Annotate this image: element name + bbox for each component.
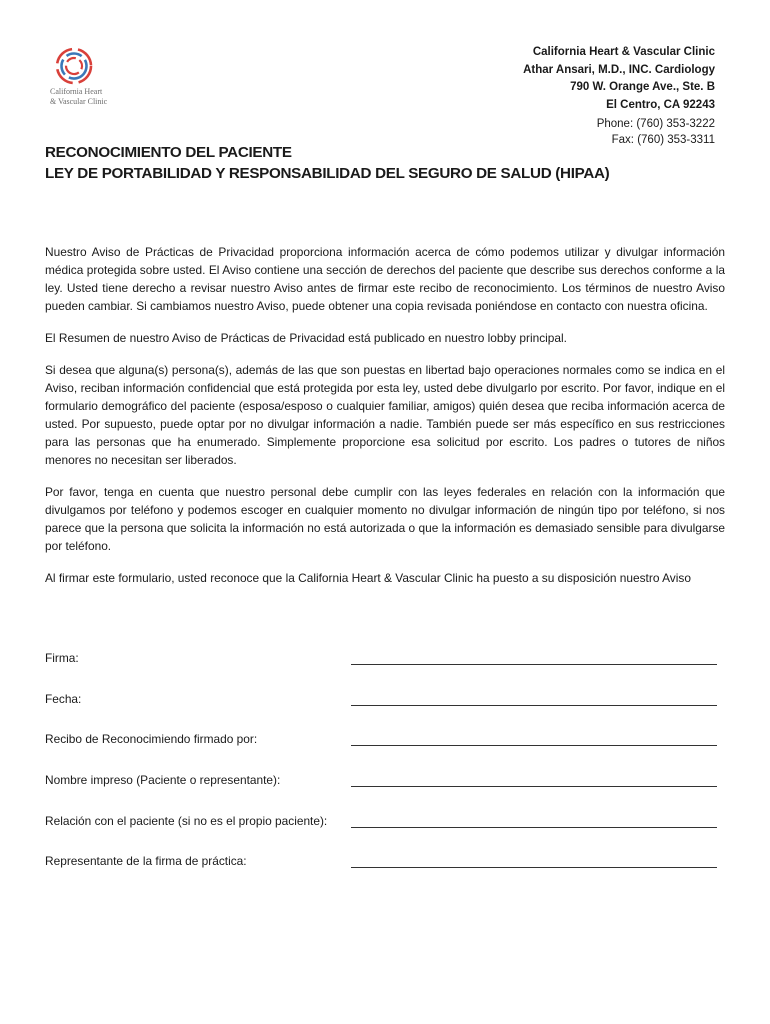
date-label: Fecha: <box>45 691 82 706</box>
doctor-name: Athar Ansari, M.D., INC. Cardiology <box>523 63 715 76</box>
logo-text-line-1: California Heart <box>50 87 103 96</box>
paragraph-notice: Nuestro Aviso de Prácticas de Privacidad proporciona información acerca de cómo podemos utilizar y divulgar información médica protegida sobre usted. El Aviso contiene una sección de derechos del paciente que describe sus derechos conforme a la ley. Usted tiene derecho a revisar nuestro Aviso antes de firmar este recibo de reconocimiento. Los términos de nuestro Aviso pueden cambiar. Si cambiamos nuestro Aviso, puede obtener una copia revisada poniéndose en contacto con nuestra oficina. <box>45 245 725 313</box>
practice-representative-label: Representante de la firma de práctica: <box>45 854 247 869</box>
signature-line[interactable] <box>351 664 717 665</box>
date-line[interactable] <box>351 705 717 706</box>
printed-name-line[interactable] <box>351 786 717 787</box>
clinic-contact-block <box>597 116 715 148</box>
logo-text-line-2: & Vascular Clinic <box>50 97 108 106</box>
receipt-signed-by-label: Recibo de Reconocimiendo firmado por: <box>45 732 258 747</box>
fax-number: Fax: (760) 353-3311 <box>611 134 715 146</box>
paragraph-acknowledgement: Al firmar este formulario, usted reconoce que la California Heart & Vascular Clinic ha puesto a su disposición nuestro Aviso <box>45 571 691 585</box>
title-line-1: RECONOCIMIENTO DEL PACIENTE <box>45 144 292 161</box>
signature-row <box>45 651 717 692</box>
title-line-2: LEY DE PORTABILIDAD Y RESPONSABILIDAD DEL SEGURO DE SALUD (HIPAA) <box>45 165 610 182</box>
printed-name-label: Nombre impreso (Paciente o representante): <box>45 773 281 788</box>
street-address: 790 W. Orange Ave., Ste. B <box>570 81 715 94</box>
printed-name-row <box>45 773 717 814</box>
document-body <box>45 243 725 601</box>
document-title <box>45 142 609 184</box>
receipt-signed-by-row <box>45 732 717 773</box>
practice-representative-line[interactable] <box>351 867 717 868</box>
clinic-logo <box>50 46 120 106</box>
signature-label: Firma: <box>45 651 79 665</box>
relationship-row <box>45 814 717 855</box>
receipt-signed-by-line[interactable] <box>351 745 717 746</box>
signature-section <box>45 651 717 895</box>
practice-representative-row <box>45 854 717 895</box>
paragraph-disclosure: Si desea que alguna(s) persona(s), además de las que son puestas en libertad bajo operaciones normales como se indica en el Aviso, reciban información confidencial que está protegida por esta ley, usted debe divulgarlo por escrito. Por favor, indique en el formulario demográfico del paciente (esposa/esposo o cualquier familiar, amigos) quién desea que reciba información acerca de usted. Por supuesto, puede optar por no divulgar información a nadie. También puede ser más específico en sus restricciones para las personas que ha enumerado. Simplemente proporcione esa solicitud por escrito. Los padres o tutores de niños menores no necesitan ser liberados. <box>45 363 725 467</box>
clinic-name: California Heart & Vascular Clinic <box>532 46 715 58</box>
city-state-zip: El Centro, CA 92243 <box>606 98 715 111</box>
paragraph-telephone: Por favor, tenga en cuenta que nuestro personal debe cumplir con las leyes federales en relación con la información que divulgamos por teléfono y podemos escoger en cualquier momento no divulgar información de ningún tipo por teléfono, si nos parece que la persona que solicita la información no está autorizada o que la información es demasiado sensible para divulgarse por teléfono. <box>45 485 725 553</box>
phone-number: Phone: (760) 353-3222 <box>596 118 715 130</box>
heart-rings-icon <box>54 46 94 86</box>
clinic-address-block <box>523 44 715 114</box>
relationship-line[interactable] <box>351 827 717 828</box>
relationship-label: Relación con el paciente (si no es el propio paciente): <box>45 813 328 828</box>
date-row <box>45 692 717 733</box>
paragraph-summary: El Resumen de nuestro Aviso de Prácticas de Privacidad está publicado en nuestro lobby principal. <box>45 331 567 345</box>
